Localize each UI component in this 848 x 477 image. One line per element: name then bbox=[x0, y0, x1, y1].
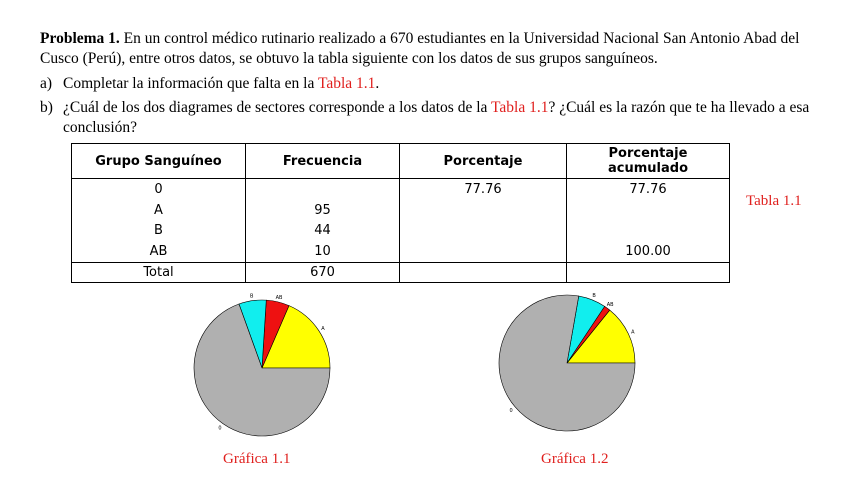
table-cell: 77.76 bbox=[629, 182, 667, 197]
table-body-row bbox=[72, 179, 730, 263]
table-reference-link[interactable]: Tabla 1.1 bbox=[317, 75, 376, 92]
header-porcentaje-acumulado: Porcentaje acumulado bbox=[567, 144, 730, 179]
table-reference-link[interactable]: Tabla 1.1 bbox=[491, 99, 549, 116]
table-caption: Tabla 1.1 bbox=[746, 193, 802, 209]
question-text: Completar la información que falta en la bbox=[63, 75, 318, 92]
frecuencia-column bbox=[246, 179, 400, 263]
table-header-row bbox=[72, 144, 730, 179]
porcentaje-column bbox=[400, 179, 567, 263]
pie-slice-label: AB bbox=[275, 295, 283, 302]
porcentaje-acumulado-column bbox=[567, 179, 730, 263]
grupo-column bbox=[72, 179, 246, 263]
question-text: ? ¿Cuál es la razón que te ha llevado a esa conclusión? bbox=[63, 99, 810, 136]
pie-slice-label: AB bbox=[606, 302, 614, 309]
table-cell: B bbox=[154, 223, 163, 238]
table-cell: A bbox=[154, 202, 163, 218]
pie-slice-label: A bbox=[321, 325, 325, 332]
table-cell: 44 bbox=[314, 223, 331, 238]
pie-slice-label: B bbox=[592, 293, 596, 300]
pie-chart-2 bbox=[495, 288, 655, 448]
pie-slice-label: A bbox=[631, 329, 635, 336]
total-porcentaje-acumulado bbox=[567, 263, 730, 283]
table-cell: 95 bbox=[314, 202, 331, 218]
table-cell: 0 bbox=[154, 182, 163, 197]
problem-statement bbox=[40, 29, 820, 69]
pie-slice-label: 0 bbox=[218, 425, 222, 432]
pie-slice-label: B bbox=[249, 293, 254, 300]
blood-group-table bbox=[71, 143, 730, 283]
question-label: b) bbox=[40, 99, 53, 116]
table-cell bbox=[246, 180, 399, 201]
header-frecuencia: Frecuencia bbox=[246, 144, 400, 179]
chart-caption-1: Gráfica 1.1 bbox=[223, 451, 291, 467]
table-total-row bbox=[72, 263, 730, 283]
question-a bbox=[40, 74, 820, 94]
table-cell: 10 bbox=[314, 243, 331, 259]
header-grupo: Grupo Sanguíneo bbox=[72, 144, 246, 179]
total-label: Total bbox=[72, 263, 246, 283]
question-text: ¿Cuál de los dos diagrames de sectores corresponde a los datos de la bbox=[63, 99, 491, 116]
problem-title: Problema 1. bbox=[40, 30, 120, 47]
total-frecuencia: 670 bbox=[246, 263, 400, 283]
table-cell: 100.00 bbox=[625, 243, 671, 259]
question-b bbox=[40, 98, 820, 138]
chart-caption-2: Gráfica 1.2 bbox=[541, 451, 609, 467]
header-porcentaje: Porcentaje bbox=[400, 144, 567, 179]
pie-slice-label: 0 bbox=[509, 407, 513, 414]
question-text: . bbox=[375, 75, 380, 92]
table-cell: AB bbox=[149, 243, 168, 259]
problem-intro: En un control médico rutinario realizado a 670 estudiantes en la Universidad Nacional San Antonio Abad del Cusco (Perú), entre otros datos, se obtuvo la tabla siguiente con los datos de sus grupos sanguíneos. bbox=[40, 30, 800, 67]
table-cell: 77.76 bbox=[464, 182, 502, 197]
total-porcentaje bbox=[400, 263, 567, 283]
question-label: a) bbox=[40, 75, 53, 92]
pie-chart-1 bbox=[185, 288, 345, 448]
